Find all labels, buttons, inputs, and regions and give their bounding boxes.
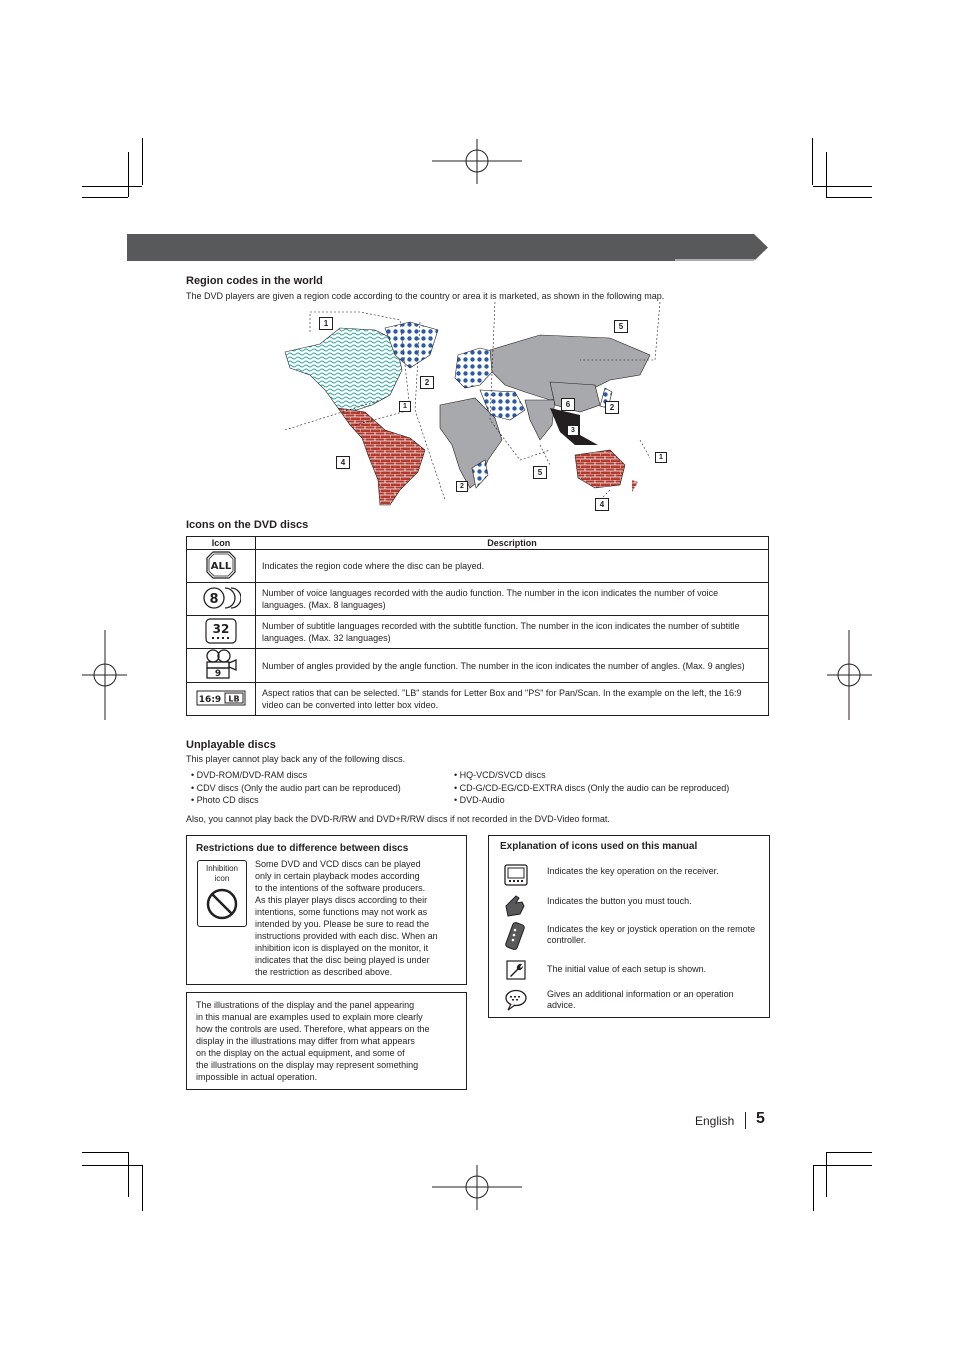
text-line: intentions, some functions may not work as (255, 907, 428, 917)
row-description: Number of voice languages recorded with the audio function. The number in the icon indicates the number of voice languages. (Max. 8 languages) (256, 583, 769, 616)
list-item: • Photo CD discs (191, 795, 259, 805)
list-item: • DVD-Audio (454, 795, 505, 805)
inhibition-icon-box (197, 860, 247, 927)
explanation-text: The initial value of each setup is shown. (547, 964, 707, 974)
list-item: • HQ-VCD/SVCD discs (454, 770, 546, 780)
unplayable-intro: This player cannot play back any of the following discs. (186, 754, 406, 764)
svg-text:ALL: ALL (210, 560, 232, 572)
table-row (187, 683, 769, 716)
restrictions-box (186, 835, 467, 985)
table-header (187, 537, 769, 550)
inhibition-label: Inhibition (205, 864, 239, 873)
region-label: 2 (456, 481, 468, 492)
explanation-text: Indicates the button you must touch. (547, 896, 692, 906)
footer-divider (745, 1112, 746, 1129)
restrictions-title: Restrictions due to difference between discs (196, 843, 409, 854)
row-description: Aspect ratios that can be selected. "LB" stands for Letter Box and "PS" for Pan/Scan. In the example on the left, the 16:9 video can be converted into letter box video. (256, 683, 769, 716)
text-line: the illustrations on the display may represent something (196, 1060, 419, 1070)
row-description: Number of angles provided by the angle function. The number in the icon indicates the number of angles. (Max. 9 angles) (256, 649, 769, 683)
text-line: Some DVD and VCD discs can be played (255, 859, 421, 869)
table-row (187, 550, 769, 583)
region-label: 3 (567, 425, 579, 436)
explanation-text: Indicates the key operation on the receiver. (547, 866, 719, 876)
text-line: to the intentions of the software producers. (255, 883, 426, 893)
wrench-icon (506, 960, 526, 980)
region-title: Region codes in the world (186, 275, 323, 287)
icons-title: Icons on the DVD discs (186, 519, 309, 531)
speech-bubble-icon (504, 989, 528, 1011)
region-label: 5 (533, 466, 547, 479)
inhibition-icon (198, 884, 246, 922)
restrictions-text (255, 858, 465, 978)
region-label: 4 (595, 498, 609, 511)
text-line: the restriction as described above. (255, 967, 393, 977)
region-label: 1 (399, 401, 411, 412)
svg-text:32: 32 (212, 621, 230, 636)
list-item: • CD-G/CD-EG/CD-EXTRA discs (Only the audio can be reproduced) (454, 783, 730, 793)
svg-text:8: 8 (209, 591, 219, 607)
col-icon-header: Icon (187, 537, 256, 550)
text-line: how the controls are used. Therefore, what appears on the (196, 1024, 430, 1034)
audio-languages-icon (201, 586, 241, 610)
region-label: 2 (420, 376, 434, 389)
page-number: 5 (756, 1110, 765, 1127)
col-desc-header: Description (256, 537, 769, 550)
region-label: 6 (561, 398, 575, 411)
region-label: 4 (336, 456, 350, 469)
explanation-box (488, 835, 770, 1018)
text-line: As this player plays discs according to their (255, 895, 428, 905)
table-row (187, 649, 769, 683)
text-line: in this manual are examples used to explain more clearly (196, 1012, 423, 1022)
svg-text:9: 9 (214, 669, 222, 679)
remote-control-icon (504, 922, 526, 950)
unplayable-list-left (191, 769, 401, 806)
explanation-text: Indicates the key or joystick operation on the remote controller. (547, 924, 756, 945)
icons-table (186, 536, 769, 716)
angles-camera-icon (204, 649, 238, 679)
region-label: 1 (655, 452, 667, 463)
row-description: Indicates the region code where the disc can be played. (256, 550, 769, 583)
list-item: • CDV discs (Only the audio part can be reproduced) (191, 783, 401, 793)
illustrations-note-box (186, 992, 467, 1090)
unplayable-list-right (454, 769, 729, 806)
illustrations-text (196, 999, 464, 1083)
text-line: on the display on the actual equipment, and some of (196, 1048, 405, 1058)
text-line: display in the illustrations may differ from what appears (196, 1036, 415, 1046)
unplayable-title: Unplayable discs (186, 739, 276, 751)
region-all-icon (206, 551, 236, 579)
aspect-ratio-icon (196, 690, 246, 706)
explanation-text: Gives an additional information or an operation advice. (547, 989, 734, 1010)
text-line: instructions provided with each disc. When an (255, 931, 438, 941)
text-line: only in certain playback modes according (255, 871, 420, 881)
text-line: The illustrations of the display and the panel appearing (196, 1000, 415, 1010)
svg-text:LB: LB (228, 694, 240, 703)
table-row (187, 583, 769, 616)
receiver-key-icon (504, 864, 528, 886)
inhibition-label: icon (214, 874, 230, 883)
explanation-title: Explanation of icons used on this manual (500, 841, 698, 852)
svg-text:16:9: 16:9 (198, 694, 222, 705)
section-banner (127, 234, 768, 261)
text-line: inhibition icon is displayed on the monitor, it (255, 943, 429, 953)
table-row (187, 616, 769, 649)
footer-language: English (695, 1114, 735, 1128)
region-intro: The DVD players are given a region code according to the country or area it is marketed, as shown in the following map. (186, 291, 665, 301)
region-label: 5 (614, 320, 628, 333)
text-line: intended by you. Please be sure to read the (255, 919, 430, 929)
unplayable-note: Also, you cannot play back the DVD-R/RW and DVD+R/RW discs if not recorded in the DVD-Video format. (186, 814, 610, 824)
text-line: indicates that the disc being played is under (255, 955, 430, 965)
text-line: impossible in actual operation. (196, 1072, 318, 1082)
region-label: 1 (319, 317, 333, 330)
subtitle-languages-icon (205, 618, 237, 644)
row-description: Number of subtitle languages recorded with the subtitle function. The number in the icon indicates the number of subtitle languages. (Max. 32 languages) (256, 616, 769, 649)
touch-hand-icon (504, 894, 526, 918)
region-label: 2 (605, 401, 619, 414)
list-item: • DVD-ROM/DVD-RAM discs (191, 770, 308, 780)
